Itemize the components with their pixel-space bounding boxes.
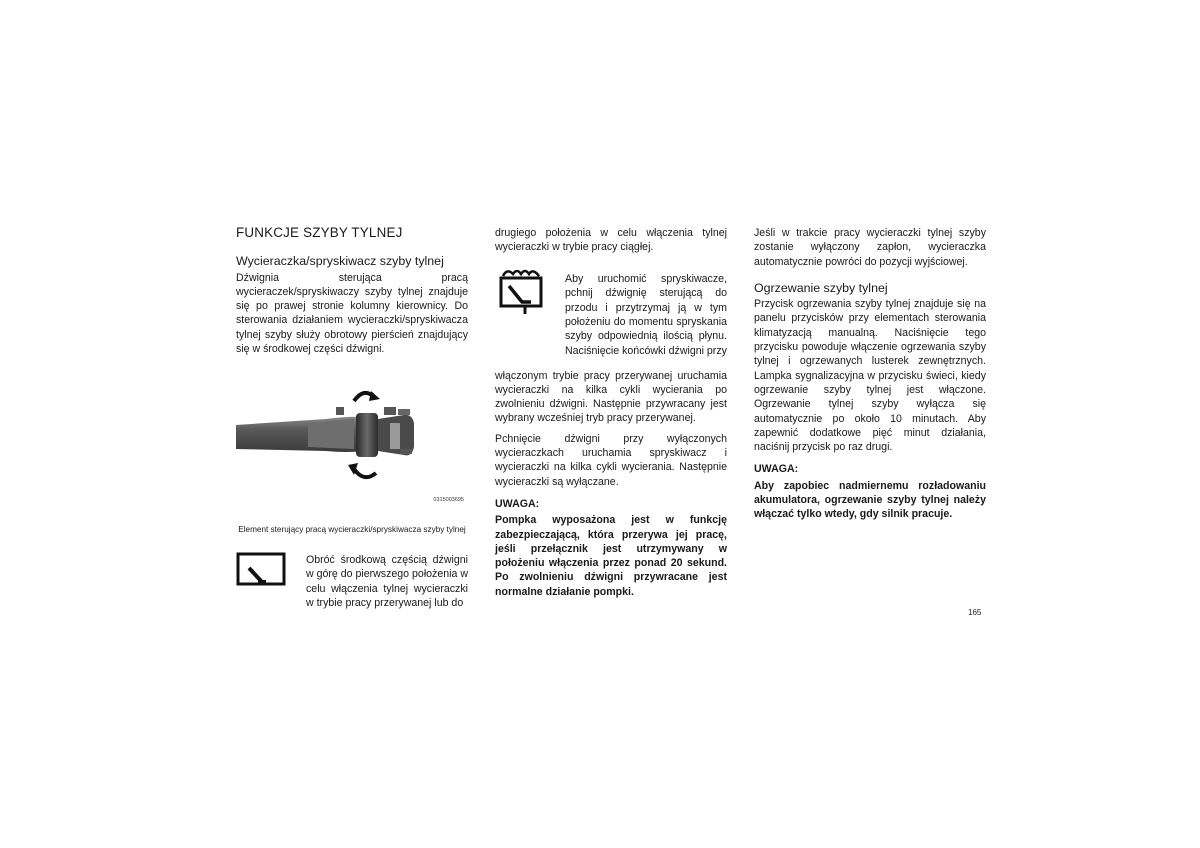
subsection-title-rear-wiper: Wycieraczka/spryskiwacz szyby tylnej [236, 254, 444, 269]
washer-icon-row [495, 262, 727, 369]
paragraph-washer-instruction: Aby uruchomić spryskiwacze, pchnij dźwignię sterującą do przodu i przytrzymaj ją w tym położeniu do momentu spryskania szyby odpowiednią ilością płynu. Naciśnięcie końcówki dźwigni przy [565, 273, 727, 357]
rear-wiper-icon-row [236, 542, 468, 620]
paragraph-lever-description: Dźwignia sterująca pracą wycieraczek/spryskiwaczy szyby tylnej znajduje się po prawej stronie kolumny kierownicy. Do sterowania działaniem wycieraczki/spryskiwacza tylnej szyby służy obrotowy pierścień znajdujący się w środkowej części dźwigni. [236, 271, 468, 356]
rear-wiper-icon [236, 552, 286, 586]
figure-code: 0315003695 [433, 497, 464, 504]
note-text-battery: Aby zapobiec nadmiernemu rozładowaniu akumulatora, ogrzewanie szyby tylnej należy włączać tylko wtedy, gdy silnik pracuje. [754, 479, 986, 521]
note-text-pump: Pompka wyposażona jest w funkcję zabezpieczającą, która przerywa jej pracę, jeśli przełącznik jest utrzymywany w położeniu włączenia przez ponad 20 sekund. Po zwolnieniu dźwigni przywracane jest normalne działanie pompki. [495, 514, 727, 598]
paragraph-ignition-off: Jeśli w trakcie pracy wycieraczki tylnej szyby zostanie wyłączony zapłon, wycieraczka automatycznie powróci do pozycji wyjściowej. [754, 227, 986, 268]
paragraph-rear-wiper-instruction: Obróć środkową częścią dźwigni w górę do pierwszego położenia w celu włączenia tylnej wycieraczki w trybie pracy przerywanej lub do [306, 553, 468, 609]
column-left [236, 226, 468, 621]
column-middle [495, 226, 727, 599]
section-title: FUNKCJE SZYBY TYLNEJ [236, 225, 403, 240]
paragraph-continuous-mode: drugiego położenia w celu włączenia tylnej wycieraczki w trybie pracy ciągłej. [495, 227, 727, 254]
column-right [754, 226, 986, 522]
note-label: UWAGA: [754, 463, 799, 476]
paragraph-rear-defrost: Przycisk ogrzewania szyby tylnej znajduje się na panelu przycisków przy elementach sterowania klimatyzacją manualną. Naciśnięcie tego przycisku powoduje włączenie ogrzewania szyby tylnej i ogrzewanych lusterek zewnętrznych. Lampka sygnalizacyjna w przycisku świeci, kiedy ogrzewanie szyby tylnej jest włączone. Ogrzewanie tylnej szyby wyłącza się automatycznie po około 10 minutach. Aby zapewnić dodatkowe pięć minut działania, naciśnij przycisk po raz drugi. [754, 298, 986, 454]
page-number: 165 [968, 608, 982, 617]
rear-washer-icon [495, 266, 547, 318]
paragraph-washer-off-mode: Pchnięcie dźwigni przy wyłączonych wycieraczkach uruchamia spryskiwacz i wycieraczki na kilka cykli wycierania. Następnie wycieraczki są wyłączane. [495, 432, 727, 488]
subsection-title-rear-defrost: Ogrzewanie szyby tylnej [754, 280, 888, 295]
wiper-lever-figure [236, 383, 468, 517]
note-label: UWAGA: [495, 497, 540, 510]
paragraph-intermittent-washer: włączonym trybie pracy przerywanej uruchamia wycieraczki na kilka cykli wycierania po zwolnieniu dźwigni. Następnie przywracany jest wybrany wcześniej tryb pracy przerywanej. [495, 369, 727, 425]
figure-caption: Element sterujący pracą wycieraczki/spryskiwacza szyby tylnej [238, 525, 466, 535]
